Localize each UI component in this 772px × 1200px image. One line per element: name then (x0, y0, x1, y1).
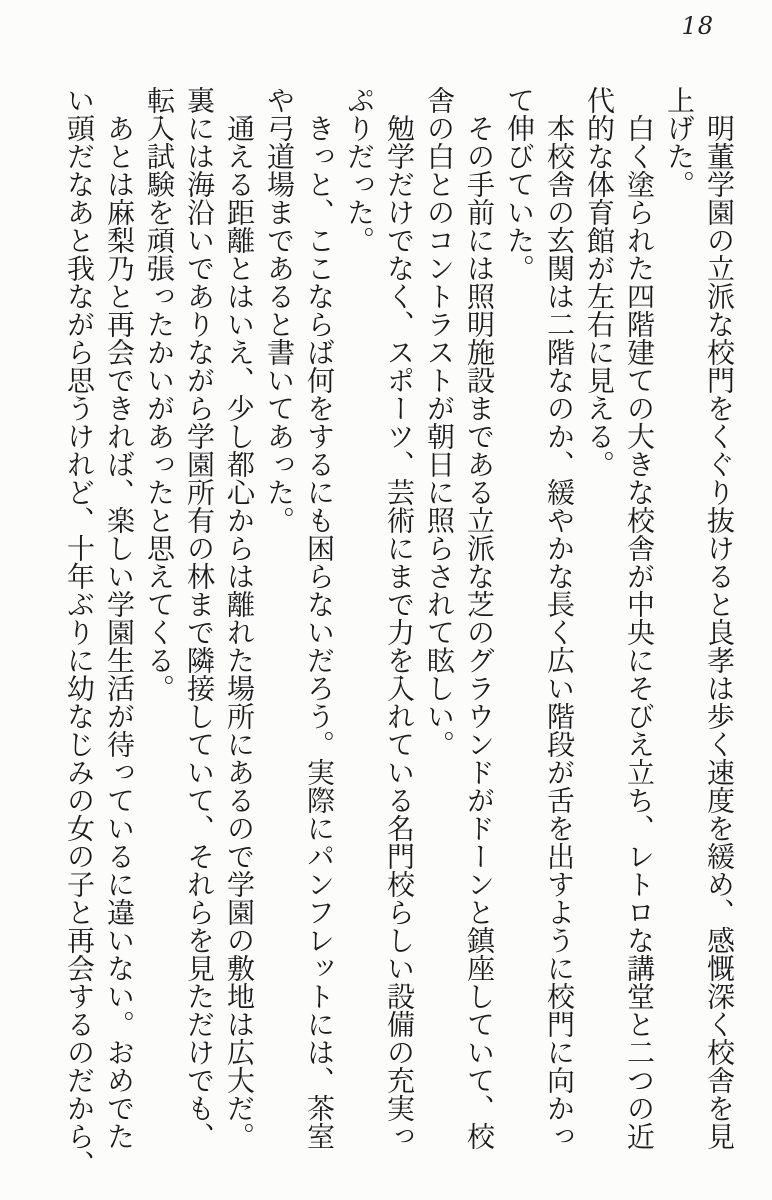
text-line: 上げた。 (663, 86, 696, 198)
text-line: ぷりだった。 (343, 86, 376, 254)
text-columns (59, 86, 739, 1186)
text-line: や弓道場まであると書いてあった。 (263, 86, 296, 534)
text-line: 本校舎の玄関は二階なのか、緩やかな長く広い階段が舌を出すように校門に向かっ (543, 86, 576, 1150)
text-line: その手前には照明施設まである立派な芝のグラウンドがドーンと鎮座していて、校 (463, 86, 496, 1150)
text-line: 舎の白とのコントラストが朝日に照らされて眩しい。 (423, 86, 456, 758)
text-line: 白く塗られた四階建ての大きな校舎が中央にそびえ立ち、レトロな講堂と二つの近 (623, 86, 656, 1150)
text-line: い頭だなあと我ながら思うけれど、十年ぶりに幼なじみの女の子と再会するのだから、 (63, 86, 96, 1178)
page-number: 18 (681, 12, 714, 40)
text-line: 通える距離とはいえ、少し都心からは離れた場所にあるので学園の敷地は広大だ。 (223, 86, 256, 1150)
text-line: 明董学園の立派な校門をくぐり抜けると良孝は歩く速度を緩め、感慨深く校舎を見 (703, 86, 736, 1150)
text-line: て伸びていた。 (503, 86, 536, 282)
text-line: 転入試験を頑張ったかいがあったと思えてくる。 (143, 86, 176, 702)
text-line: 代的な体育館が左右に見える。 (583, 86, 616, 478)
text-line: 裏には海沿いでありながら学園所有の林まで隣接していて、それらを見ただけでも、 (183, 86, 216, 1150)
text-line: きっと、ここならば何をするにも困らないだろう。実際にパンフレットには、茶室 (303, 86, 336, 1150)
text-line: 勉学だけでなく、スポーツ、芸術にまで力を入れている名門校らしい設備の充実っ (383, 86, 416, 1150)
text-line: あとは麻梨乃と再会できれば、楽しい学園生活が待っているに違いない。おめでた (103, 86, 136, 1150)
